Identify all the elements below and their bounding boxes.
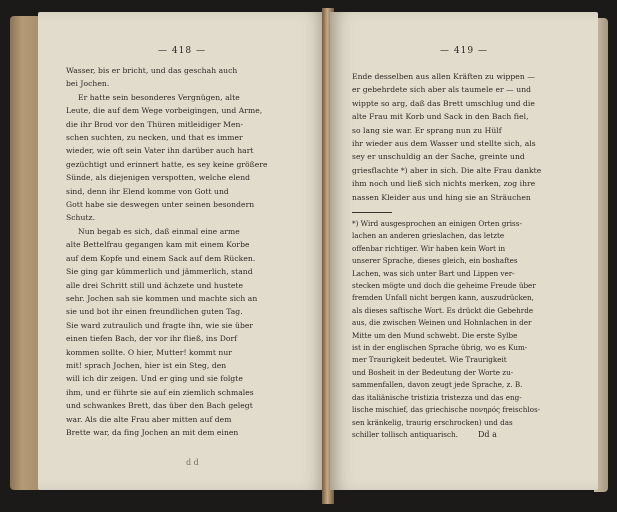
text-line: alte Frau mit Korb und Sack in den Bach fiel, bbox=[352, 112, 529, 122]
text-line: Sie ging gar kümmerlich und jämmerlich, stand bbox=[66, 267, 253, 277]
footnote-rule bbox=[352, 212, 392, 213]
text-line: ihr wieder aus dem Wasser und stellte sich, als bbox=[352, 139, 536, 149]
text-line: fremden Unfall nicht bergen kann, auszudrücken, bbox=[352, 293, 534, 303]
text-line: lachen an anderen grieslachen, das letzte bbox=[352, 231, 505, 241]
open-book bbox=[10, 8, 608, 504]
text-line: sehr. Jochen sah sie kommen und machte sich an bbox=[66, 293, 258, 303]
text-line: ist in der englischen Sprache übrig, wo es Kum- bbox=[352, 343, 528, 353]
right-page-text bbox=[352, 70, 588, 204]
text-line: Sünde, als diejenigen verspotten, welche elend bbox=[66, 173, 251, 183]
text-line: sie und bot ihr einen freundlichen guten Tag. bbox=[66, 307, 243, 317]
text-line: schen suchten, zu necken, und that es immer bbox=[66, 133, 243, 143]
text-line: Er hatte sein besonderes Vergnügen, alte bbox=[78, 92, 240, 102]
text-line: Nun begab es sich, daß einmal eine arme bbox=[78, 226, 240, 236]
text-line: nassen Kleider aus und hing sie an Sträuchen bbox=[352, 192, 531, 202]
text-line: wieder, wie oft sein Vater ihn darüber auch hart bbox=[66, 146, 254, 156]
text-line: war. Als die alte Frau aber mitten auf dem bbox=[66, 414, 232, 424]
text-line: Wasser, bis er bricht, und das geschah auch bbox=[66, 66, 238, 75]
text-line: gezüchtigt und erinnert hatte, es sey keine größere bbox=[66, 159, 268, 169]
right-page bbox=[330, 12, 598, 490]
text-line: sey er unschuldig an der Sache, greinte und bbox=[352, 152, 525, 162]
text-line: Mitte um den Mund schwebt. Die erste Sylbe bbox=[352, 330, 518, 340]
text-line: Lachen, was sich unter Bart und Lippen ver- bbox=[352, 268, 515, 278]
text-line: stecken mögte und doch die geheime Freude über bbox=[352, 281, 536, 291]
text-line: sen kränkelig, traurig erschrocken) und das bbox=[352, 417, 513, 427]
text-line: alle drei Schritt still und ächzete und hustete bbox=[66, 280, 244, 290]
text-line: *) Wird ausgesprochen an einigen Orten griss- bbox=[352, 219, 522, 228]
text-line: Schutz. bbox=[66, 213, 96, 223]
text-line: er gebehrdete sich aber als taumele er — und bbox=[352, 85, 532, 95]
left-page-text bbox=[66, 64, 318, 439]
text-line: sammenfallen, davon zeugt jede Sprache, z. B. bbox=[352, 380, 523, 390]
text-line: Leute, die auf dem Wege vorbeigingen, und Arme, bbox=[66, 106, 263, 116]
text-line: griesflachte *) aber in sich. Die alte Frau dankte bbox=[352, 165, 542, 175]
text-line: schiller tollisch antiquarisch. bbox=[352, 429, 458, 439]
text-line: lische mischief, das griechische πονηρός freischlos- bbox=[352, 405, 541, 415]
text-line: sind, denn ihr Elend komme von Gott und bbox=[66, 186, 229, 196]
left-page-edges bbox=[10, 16, 40, 490]
text-line: einen tiefen Bach, der vor ihr fließ, ins Dorf bbox=[66, 334, 238, 344]
left-page bbox=[38, 12, 326, 490]
text-line: ihm, und er führte sie auf ein ziemlich schmales bbox=[66, 387, 254, 397]
text-line: auf dem Kopfe und einem Sack auf dem Rücken. bbox=[66, 253, 256, 263]
text-line: mit! sprach Jochen, hier ist ein Steg, den bbox=[66, 360, 227, 370]
text-line: und schwankes Brett, das über den Bach gelegt bbox=[66, 401, 253, 411]
text-line: bei Jochen. bbox=[66, 79, 110, 89]
text-line: will ich dir zeigen. Und er ging und sie folgte bbox=[66, 374, 243, 384]
page-number-right: — 419 — bbox=[440, 46, 488, 56]
right-catchword: Dd a bbox=[478, 430, 497, 439]
text-line: Gott habe sie deswegen unter seinen besondern bbox=[66, 200, 255, 210]
text-line: wippte so arg, daß das Brett umschlug und die bbox=[352, 98, 535, 108]
text-line: Brette war, da fing Jochen an mit dem einen bbox=[66, 427, 239, 437]
text-line: und Bosheit in der Bedeutung der Worte zu- bbox=[352, 367, 514, 377]
left-catchword: d d bbox=[186, 458, 199, 467]
text-line: so lang sie war. Er sprang nun zu Hülf bbox=[352, 125, 502, 135]
text-line: die ihr Brod vor den Thüren mitleidiger Men- bbox=[66, 119, 244, 129]
text-line: aus, die zwischen Weinen und Hohnlachen in der bbox=[352, 318, 532, 328]
text-line: Sie ward zutraulich und fragte ihn, wie sie über bbox=[66, 320, 254, 330]
text-line: das italiänische tristizia tristezza und das eng- bbox=[352, 392, 522, 402]
footnote bbox=[352, 218, 588, 441]
text-line: ihm noch und ließ sich nichts merken, zog ihre bbox=[352, 179, 536, 189]
text-line: unserer Sprache, dieses gleich, ein boshaftes bbox=[352, 256, 518, 266]
page-number-left: — 418 — bbox=[158, 46, 206, 56]
text-line: alte Bettelfrau gegangen kam mit einem Korbe bbox=[66, 240, 250, 250]
text-line: mer Traurigkeit bedeutet. Wie Traurigkeit bbox=[352, 355, 507, 365]
text-line: kommen sollte. O hier, Mutter! kommt nur bbox=[66, 347, 232, 357]
text-line: als dieses saftische Wort. Es drückt die Gebehrde bbox=[352, 305, 534, 315]
text-line: Ende desselben aus allen Kräften zu wippen — bbox=[352, 72, 535, 81]
text-line: offenbar richtiger. Wir haben kein Wort in bbox=[352, 243, 506, 253]
